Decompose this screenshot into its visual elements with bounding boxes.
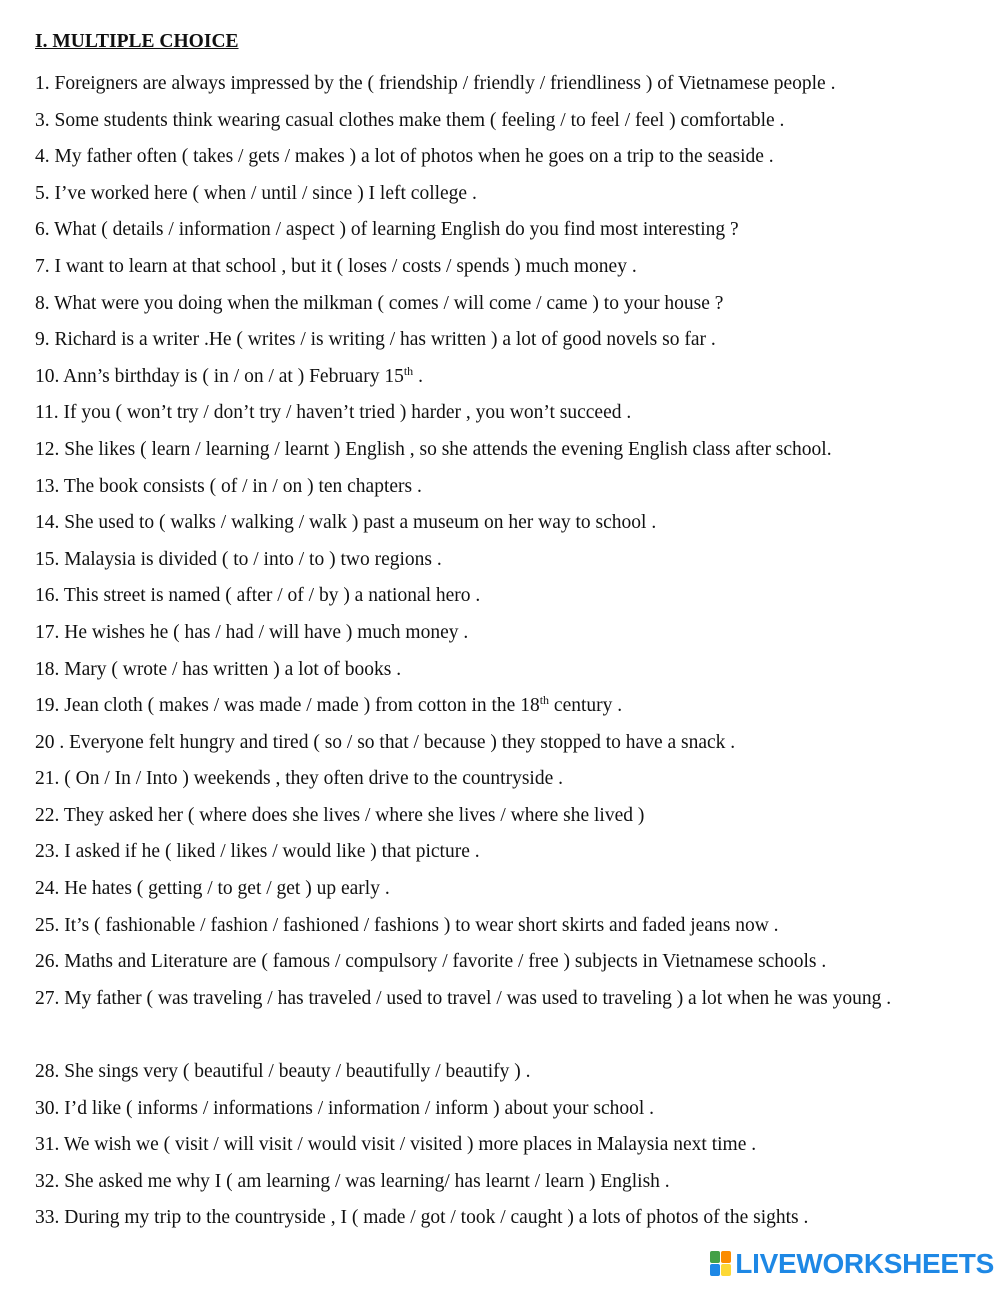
question-item bbox=[35, 359, 975, 396]
question-item: 16. This street is named ( after / of / by ) a national hero . bbox=[35, 585, 481, 607]
question-text: 19. Jean cloth ( makes / was made / made ) from cotton in the 18 bbox=[35, 695, 540, 717]
question-item: 7. I want to learn at that school , but it ( loses / costs / spends ) much money . bbox=[35, 255, 637, 277]
question-item: 9. Richard is a writer .He ( writes / is writing / has written ) a lot of good novels so far . bbox=[35, 329, 716, 351]
question-item: 32. She asked me why I ( am learning / was learning/ has learnt / learn ) English . bbox=[35, 1170, 670, 1192]
question-item: 11. If you ( won’t try / don’t try / haven’t tried ) harder , you won’t succeed . bbox=[35, 402, 632, 424]
question-text-end: . bbox=[413, 365, 423, 387]
question-item: 20 . Everyone felt hungry and tired ( so / so that / because ) they stopped to have a snack . bbox=[35, 731, 736, 753]
question-item bbox=[35, 688, 975, 725]
section-title: I. MULTIPLE CHOICE bbox=[35, 31, 239, 52]
question-item: 14. She used to ( walks / walking / walk ) past a museum on her way to school . bbox=[35, 512, 657, 534]
question-item: 24. He hates ( getting / to get / get ) up early . bbox=[35, 878, 390, 900]
question-item: 30. I’d like ( informs / informations / information / inform ) about your school . bbox=[35, 1097, 655, 1119]
liveworksheets-logo-icon bbox=[710, 1251, 732, 1277]
question-item: 25. It’s ( fashionable / fashion / fashioned / fashions ) to wear short skirts and faded jeans now . bbox=[35, 914, 779, 936]
question-item: 22. They asked her ( where does she lives / where she lives / where she lived ) bbox=[35, 804, 645, 826]
question-item: 26. Maths and Literature are ( famous / compulsory / favorite / free ) subjects in Vietnamese schools . bbox=[35, 951, 827, 973]
question-item: 33. During my trip to the countryside , I ( made / got / took / caught ) a lots of photos of the sights . bbox=[35, 1207, 809, 1229]
question-item: 18. Mary ( wrote / has written ) a lot of books . bbox=[35, 658, 402, 680]
question-item: 12. She likes ( learn / learning / learnt ) English , so she attends the evening English class after school. bbox=[35, 438, 832, 460]
question-item: 8. What were you doing when the milkman ( comes / will come / came ) to your house ? bbox=[35, 292, 724, 314]
liveworksheets-brand[interactable] bbox=[710, 1249, 994, 1279]
question-item: 4. My father often ( takes / gets / makes ) a lot of photos when he goes on a trip to the seaside . bbox=[35, 146, 774, 168]
question-item: 15. Malaysia is divided ( to / into / to ) two regions . bbox=[35, 548, 442, 570]
question-item: 31. We wish we ( visit / will visit / would visit / visited ) more places in Malaysia next time . bbox=[35, 1134, 757, 1156]
question-item: 17. He wishes he ( has / had / will have ) much money . bbox=[35, 621, 469, 643]
question-item: 3. Some students think wearing casual clothes make them ( feeling / to feel / feel ) comfortable . bbox=[35, 109, 785, 131]
ordinal-superscript: th bbox=[539, 693, 550, 708]
worksheet bbox=[35, 30, 975, 1237]
question-list bbox=[35, 66, 975, 1237]
question-item: 1. Foreigners are always impressed by the ( friendship / friendly / friendliness ) of Vietnamese people . bbox=[35, 73, 836, 94]
question-item: 13. The book consists ( of / in / on ) ten chapters . bbox=[35, 475, 422, 497]
brand-name: LIVEWORKSHEETS bbox=[735, 1248, 994, 1279]
question-item: 23. I asked if he ( liked / likes / would like ) that picture . bbox=[35, 841, 480, 863]
ordinal-superscript: th bbox=[403, 363, 414, 378]
question-item: 5. I’ve worked here ( when / until / since ) I left college . bbox=[35, 182, 477, 204]
question-text-end: century . bbox=[549, 695, 623, 717]
question-item: 27. My father ( was traveling / has traveled / used to travel / was used to traveling ) a lot when he was young . bbox=[35, 987, 892, 1009]
question-item: 28. She sings very ( beautiful / beauty / beautifully / beautify ) . bbox=[35, 1061, 531, 1083]
question-item: 21. ( On / In / Into ) weekends , they often drive to the countryside . bbox=[35, 768, 563, 790]
question-text: 10. Ann’s birthday is ( in / on / at ) February 15 bbox=[35, 365, 404, 387]
question-item: 6. What ( details / information / aspect ) of learning English do you find most interesting ? bbox=[35, 219, 739, 241]
